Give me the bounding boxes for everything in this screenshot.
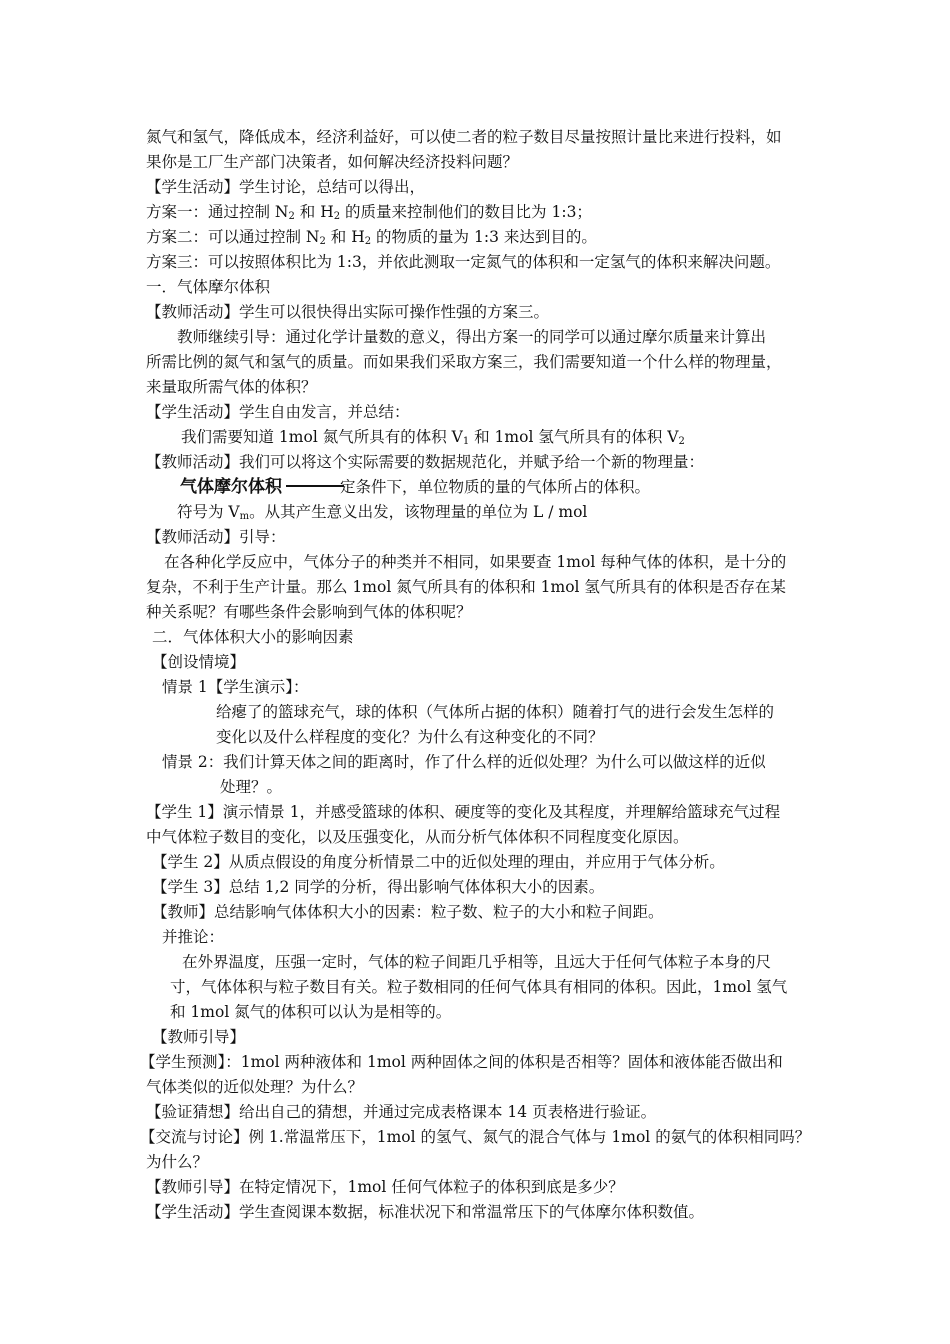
text-line: 【教师活动】学生可以很快得出实际可操作性强的方案三。 (146, 303, 550, 321)
text-line: 寸，气体体积与粒子数目有关。粒子数相同的任何气体具有相同的体积。因此，1mol 氢气 (170, 978, 788, 996)
text-line: 在各种化学反应中，气体分子的种类并不相同，如果要查 1mol 每种气体的体积，是十分的 (164, 553, 787, 571)
term: 气体摩尔体积 (180, 477, 282, 497)
text-line: 中气体粒子数目的变化，以及压强变化，从而分析气体体积不同程度变化原因。 (146, 828, 689, 846)
section-heading: 一．气体摩尔体积 (146, 278, 271, 296)
dash-line (286, 485, 344, 487)
text-line: 【教师引导】 (152, 1028, 246, 1046)
text-line: 氮气和氢气，降低成本，经济利益好，可以使二者的粒子数目尽量按照计量比来进行投料，如 (146, 128, 782, 146)
text-line: 方案三：可以按照体积比为 1:3，并依此测取一定氮气的体积和一定氢气的体积来解决问题。 (146, 253, 781, 271)
text-line: 【学生活动】学生讨论，总结可以得出， (146, 178, 426, 196)
text-line: 情景 1【学生演示】： (162, 678, 309, 696)
text-line: 复杂，不利于生产计量。那么 1mol 氮气所具有的体积和 1mol 氢气所具有的体积是否存在某 (146, 578, 786, 596)
text-line: 【教师活动】引导： (146, 528, 286, 546)
text-line: 为什么？ (146, 1153, 209, 1171)
text-line: 方案一：通过控制 $N_2$ 和 $H_2$ 的质量来控制他们的数目比为 1:3； (146, 203, 592, 222)
text-line: 【交流与讨论】例 1.常温常压下，1mol 的氢气、氮气的混合气体与 1mol 的氨气的体积相同吗？ (140, 1128, 811, 1146)
text-line: 【教师引导】在特定情况下，1mol 任何气体粒子的体积到底是多少？ (146, 1178, 624, 1196)
text-line: 种关系呢？有哪些条件会影响到气体的体积呢？ (146, 603, 472, 621)
text-line: 给瘪了的篮球充气，球的体积（气体所占据的体积）随着打气的进行会发生怎样的 (216, 703, 775, 721)
text-line: 符号为 $V_m$。从其产生意义出发，该物理量的单位为 L / mol (177, 503, 588, 522)
text-line: 【验证猜想】给出自己的猜想，并通过完成表格课本 14 页表格进行验证。 (146, 1103, 657, 1121)
text-line: 【学生活动】学生查阅课本数据，标准状况下和常温常压下的气体摩尔体积数值。 (146, 1203, 705, 1221)
text-line: 【学生 3】总结 1,2 同学的分析，得出影响气体体积大小的因素。 (152, 878, 605, 896)
text-line: 气体类似的近似处理？为什么？ (146, 1078, 364, 1096)
text-line: 【教师活动】我们可以将这个实际需要的数据规范化，并赋予给一个新的物理量： (146, 453, 705, 471)
text-line: 和 1mol 氮气的体积可以认为是相等的。 (170, 1003, 452, 1021)
definition-line: 气体摩尔体积 定条件下，单位物质的量的气体所占的体积。 (180, 477, 651, 497)
section-heading: 二．气体体积大小的影响因素 (152, 628, 354, 646)
text-line: 【教师】总结影响气体体积大小的因素：粒子数、粒子的大小和粒子间距。 (152, 903, 664, 921)
text-line: 来量取所需气体的体积？ (146, 378, 317, 396)
text-line: 我们需要知道 1mol 氮气所具有的体积 $V_1$ 和 1mol 氢气所具有的体积 $V_2$ (181, 428, 685, 447)
text-line: 处理？。 (220, 778, 283, 796)
text-line: 并推论： (162, 928, 225, 946)
text-line: 变化以及什么样程度的变化？为什么有这种变化的不同？ (216, 728, 604, 746)
text-line: 【学生 1】演示情景 1，并感受篮球的体积、硬度等的变化及其程度，并理解给篮球充气过程 (146, 803, 781, 821)
text-line: 【学生预测】：1mol 两种液体和 1mol 两种固体之间的体积是否相等？固体和液体能否做出和 (140, 1053, 783, 1071)
text-line: 所需比例的氮气和氢气的质量。而如果我们采取方案三，我们需要知道一个什么样的物理量， (146, 353, 782, 371)
text-line: 【学生活动】学生自由发言，并总结： (146, 403, 410, 421)
text-line: 果你是工厂生产部门决策者，如何解决经济投料问题？ (146, 153, 519, 171)
text-line: 情景 2：我们计算天体之间的距离时，作了什么样的近似处理？为什么可以做这样的近似 (162, 753, 766, 771)
text-line: 【学生 2】从质点假设的角度分析情景二中的近似处理的理由，并应用于气体分析。 (152, 853, 725, 871)
text-line: 【创设情境】 (152, 653, 246, 671)
text-line: 在外界温度，压强一定时，气体的粒子间距几乎相等，且远大于任何气体粒子本身的尺 (182, 953, 772, 971)
text-line: 方案二：可以通过控制 $N_2$ 和 $H_2$ 的物质的量为 1:3 来达到目的。 (146, 228, 597, 247)
text-line: 教师继续引导：通过化学计量数的意义，得出方案一的同学可以通过摩尔质量来计算出 (177, 328, 767, 346)
